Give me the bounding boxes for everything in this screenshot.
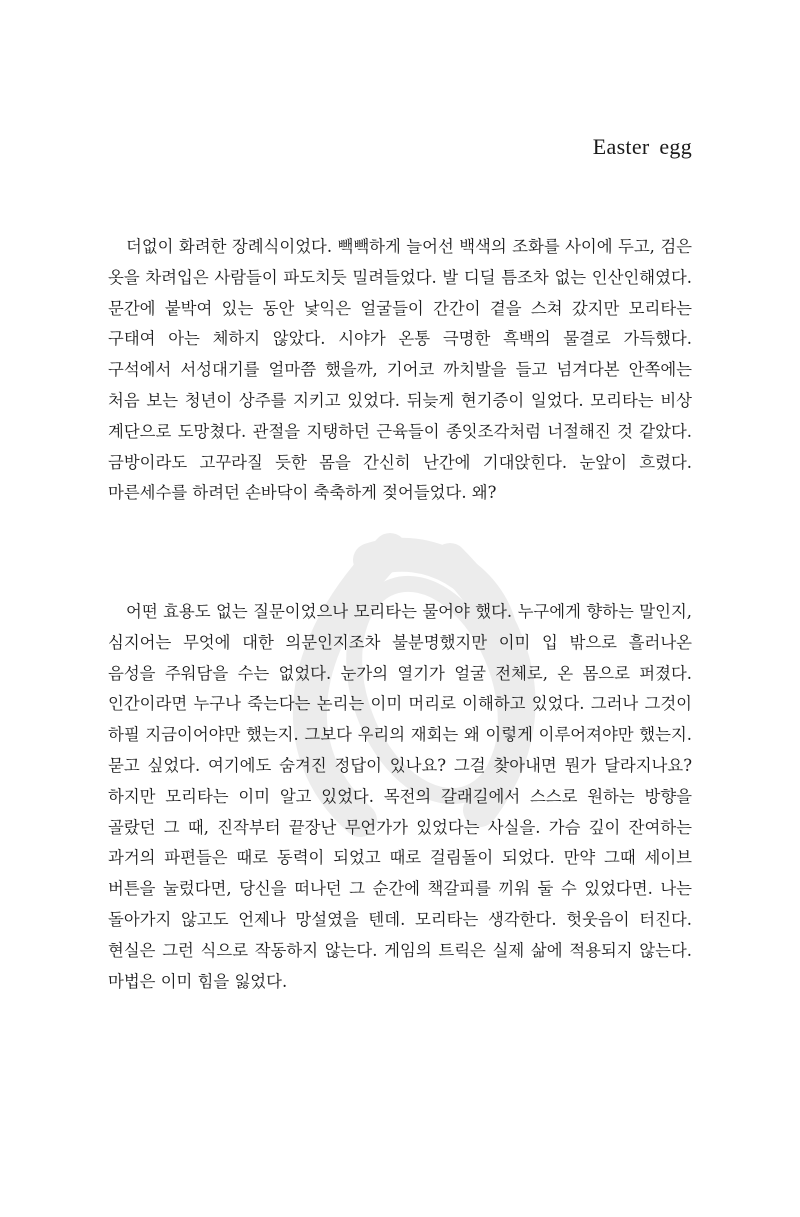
page-title: Easter egg [592,134,692,159]
paragraph-1: 더없이 화려한 장례식이었다. 빽빽하게 늘어선 백색의 조화를 사이에 두고, 검은 옷을 차려입은 사람들이 파도치듯 밀려들었다. 발 디딜 틈조차 없는 인산인해였다. 문간에 붙박여 있는 동안 낯익은 얼굴들이 간간이 곁을 스쳐 갔지만 모리타는 구태여 아는 체하지 않았다. 시야가 온통 극명한 흑백의 물결로 가득했다. 구석에서 서성대기를 얼마쯤 했을까, 기어코 까치발을 들고 넘겨다본 안쪽에는 처음 보는 청년이 상주를 지키고 있었다. 뒤늦게 현기증이 일었다. 모리타는 비상 계단으로 도망쳤다. 관절을 지탱하던 근육들이 종잇조각처럼 너절해진 것 같았다. 금방이라도 고꾸라질 듯한 몸을 간신히 난간에 기대앉힌다. 눈앞이 흐렸다. 마른세수를 하려던 손바닥이 축축하게 젖어들었다. 왜? [108,237,692,503]
paragraph-2: 어떤 효용도 없는 질문이었으나 모리타는 물어야 했다. 누구에게 향하는 말인지, 심지어는 무엇에 대한 의문인지조차 불분명했지만 이미 입 밖으로 흘러나온 음성을 주워담을 수는 없었다. 눈가의 열기가 얼굴 전체로, 온 몸으로 퍼졌다. 인간이라면 누구나 죽는다는 논리는 이미 머리로 이해하고 있었다. 그러나 그것이 하필 지금이어야만 했는지. 그보다 우리의 재회는 왜 이렇게 이루어져야만 했는지. 묻고 싶었다. 여기에도 숨겨진 정답이 있나요? 그걸 찾아내면 뭔가 달라지나요? 하지만 모리타는 이미 알고 있었다. 목전의 갈래길에서 스스로 원하는 방향을 골랐던 그 때, 진작부터 끝장난 무언가가 있었다는 사실을. 가슴 깊이 잔여하는 과거의 파편들은 때로 동력이 되었고 때로 걸림돌이 되었다. 만약 그때 세이브 버튼을 눌렀다면, 당신을 떠나던 그 순간에 책갈피를 끼워 둘 수 있었다면. 나는 돌아가지 않고도 언제나 망설였을 텐데. 모리타는 생각한다. 헛웃음이 터진다. 현실은 그런 식으로 작동하지 않는다. 게임의 트릭은 실제 삶에 적용되지 않는다. 마법은 이미 힘을 잃었다. [108,602,692,991]
